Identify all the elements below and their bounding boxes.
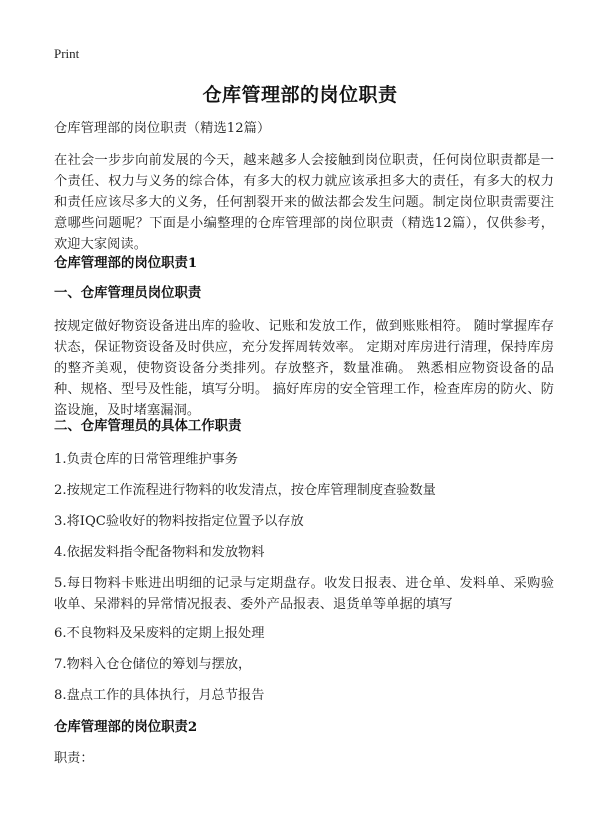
section-heading-2: 仓库管理部的岗位职责2 [54,719,198,735]
duty-list-item: 7.物料入仓仓储位的筹划与摆放， [54,657,252,672]
page-title: 仓库管理部的岗位职责 [202,84,398,106]
duty-list-item: 5.每日物料卡账进出明细的记录与定期盘存。收发日报表、进仓单、发料单、采购验收单、呆滞料的异常情况报表、委外产品报表、退货单等单据的填写 [54,576,554,612]
document-subtitle: 仓库管理部的岗位职责（精选12篇） [54,121,271,136]
responsibilities-label: 职责： [54,751,94,766]
duty-list-item: 6.不良物料及呆废料的定期上报处理 [54,626,265,641]
warehouse-keeper-duties-paragraph: 按规定做好物资设备进出库的验收、记账和发放工作，做到账账相符。 随时掌握库存状态，保证物资设备及时供应，充分发挥周转效率。 定期对库房进行清理，保持库房的整齐美观，使物资设备分类排列。存放整齐，数量准确。 熟悉相应物资设备的品种、规格、型号及性能，填写分明。 搞好库房的安全管理工作，检查库房的防火、防盗设施，及时堵塞漏洞。 [54,319,554,418]
duty-list-item: 4.依据发料指令配备物料和发放物料 [54,545,265,560]
duty-list-item: 8.盘点工作的具体执行，月总节报告 [54,688,265,703]
duty-list-item: 3.将IQC验收好的物料按指定位置予以存放 [54,514,304,529]
print-label: Print [54,46,80,61]
subsection-heading-duties: 一、仓库管理员岗位职责 [54,285,202,301]
duty-list-item: 1.负责仓库的日常管理维护事务 [54,452,239,467]
intro-paragraph: 在社会一步步向前发展的今天，越来越多人会接触到岗位职责，任何岗位职责都是一个责任、权力与义务的综合体，有多大的权力就应该承担多大的责任，有多大的权力和责任应该尽多大的义务，任何割裂开来的做法都会发生问题。制定岗位职责需要注意哪些问题呢？下面是小编整理的仓库管理部的岗位职责（精选12篇），仅供参考，欢迎大家阅读。 [54,153,554,252]
subsection-heading-specific-duties: 二、仓库管理员的具体工作职责 [54,418,242,434]
section-heading-1: 仓库管理部的岗位职责1 [54,255,198,271]
duty-list-item: 2.按规定工作流程进行物料的收发清点，按仓库管理制度查验数量 [54,483,436,498]
